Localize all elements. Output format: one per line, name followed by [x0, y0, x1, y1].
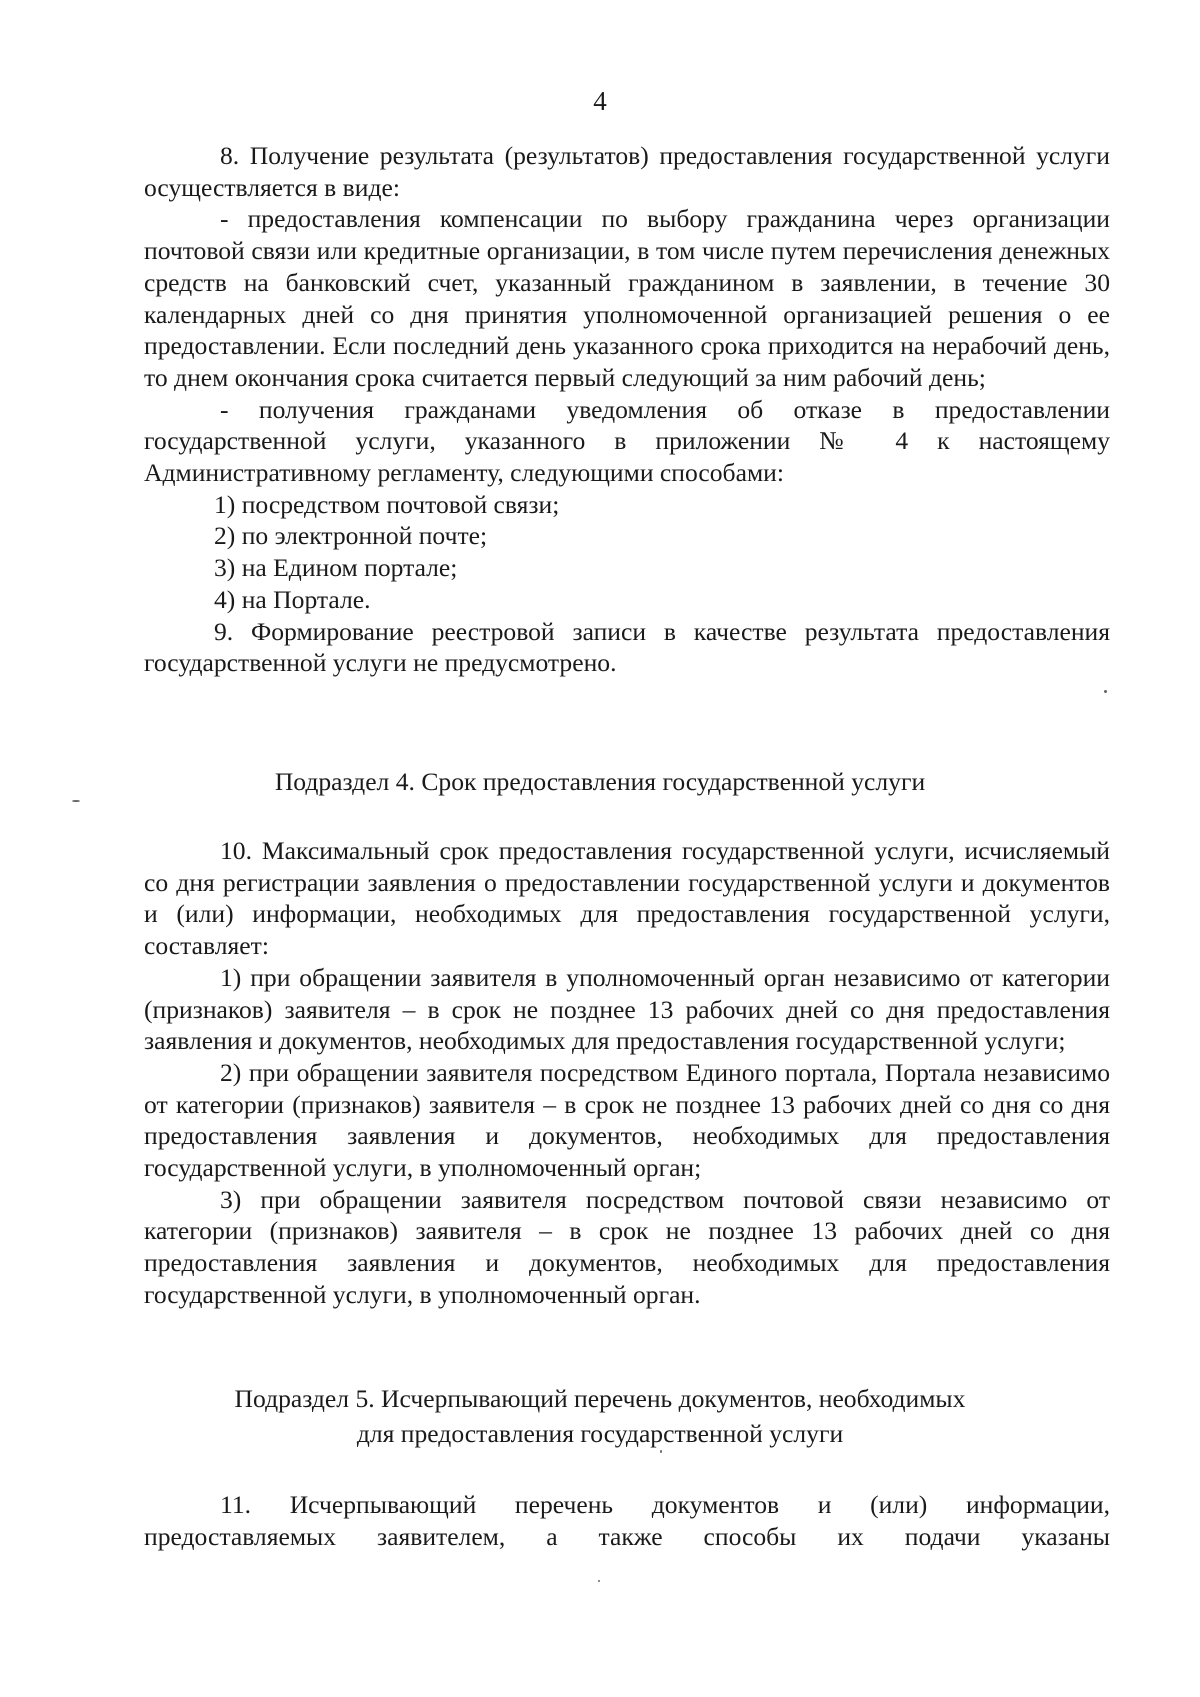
list-item-2: 2) по электронной почте;: [214, 521, 488, 551]
section-3-body: [144, 140, 1110, 679]
paragraph-8: 8. Получение результата (результатов) предоставления государственной услуги осуществляется в виде:: [144, 141, 1110, 202]
paragraph-8-compensation: - предоставления компенсации по выбору гражданина через организации почтовой связи или кредитные организации, в том числе путем перечисления денежных средств на банковский счет, указанный гражданином в заявлении, в течение 30 календарных дней со дня принятия уполномоченной организацией решения о ее предоставлении. Если последний день указанного срока приходится на нерабочий день, то днем окончания срока считается первый следующий за ним рабочий день;: [144, 204, 1110, 392]
paragraph-8-refusal-notice: - получения гражданами уведомления об отказе в предоставлении государственной услуги, указанного в приложении № 4 к настоящему Административному регламенту, следующими способами:: [144, 394, 1110, 488]
section-5-body: [144, 1489, 1110, 1552]
paragraph-10: 10. Максимальный срок предоставления государственной услуги, исчисляемый со дня регистрации заявления о предоставлении государственной услуги и документов и (или) информации, необходимых для предоставления государственной услуги, составляет:: [144, 836, 1110, 961]
list-item-4: 4) на Портале.: [214, 584, 371, 614]
paragraph-10-item-3: 3) при обращении заявителя посредством почтовой связи независимо от категории (признаков) заявителя – в срок не позднее 13 рабочих дней со дня предоставления заявления и документов, необходимых для предоставления государственной услуги, в уполномоченный орган.: [144, 1184, 1110, 1309]
page-number: 4: [593, 86, 607, 116]
heading-subsection-4: Подраздел 4. Срок предоставления государственной услуги: [274, 767, 926, 796]
list-item-1: 1) посредством почтовой связи;: [214, 489, 560, 519]
scan-speck: [72, 800, 80, 802]
list-item-3: 3) на Едином портале;: [214, 553, 458, 583]
heading-subsection-5-line-1: Подраздел 5. Исчерпывающий перечень документов, необходимых: [234, 1384, 966, 1413]
scan-speck: [598, 1580, 600, 1582]
paragraph-10-item-2: 2) при обращении заявителя посредством Единого портала, Портала независимо от категории (признаков) заявителя – в срок не позднее 13 рабочих дней со дня со дня предоставления заявления и документов, необходимых для предоставления государственной услуги, в уполномоченный орган;: [144, 1057, 1110, 1183]
scan-speck: [1104, 690, 1107, 693]
paragraph-9: 9. Формирование реестровой записи в качестве результата предоставления государственной услуги не предусмотрено.: [144, 616, 1110, 678]
section-4-body: [144, 835, 1110, 1311]
paragraph-10-item-1: 1) при обращении заявителя в уполномоченный орган независимо от категории (признаков) заявителя – в срок не позднее 13 рабочих дней со дня предоставления заявления и документов, необходимых для предоставления государственной услуги;: [144, 962, 1110, 1056]
heading-subsection-5-line-2: для предоставления государственной услуги: [356, 1419, 844, 1448]
scan-speck: [660, 1450, 662, 1453]
paragraph-11: 11. Исчерпывающий перечень документов и (или) информации, предоставляемых заявителем, а также способы их подачи указаны: [144, 1490, 1110, 1551]
